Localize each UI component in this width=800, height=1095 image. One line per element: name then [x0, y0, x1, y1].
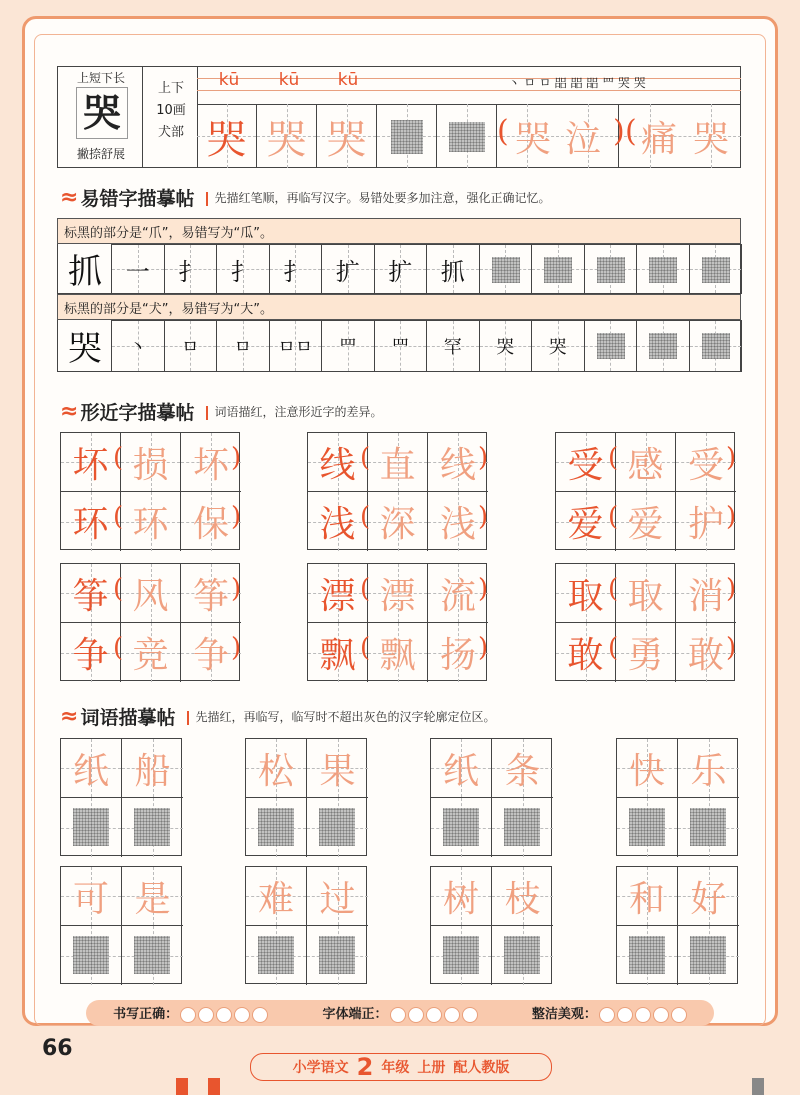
stroke-step: 罕 — [443, 337, 462, 358]
grid-cell — [307, 739, 368, 798]
outline-zone — [597, 257, 625, 283]
similar-char: 漂 — [379, 575, 416, 617]
outline-zone — [134, 808, 170, 846]
similar-char: 浅 — [439, 504, 476, 545]
similar-char: 筝 — [72, 575, 109, 617]
similar-char: 直 — [379, 444, 416, 486]
grid-cell — [122, 739, 183, 798]
paren-open: ( — [113, 502, 124, 532]
grid-cell — [122, 798, 183, 857]
outline-zone — [391, 120, 423, 154]
row2-main-char: 哭 — [68, 329, 102, 369]
similar-char-group — [307, 432, 487, 550]
outline-zone — [319, 936, 355, 974]
paren-open: ( — [360, 574, 371, 604]
word-box — [616, 866, 738, 984]
section1-title: ≈ 易错字描摹帖 先描红笔顺，再临写汉字。易错处要多加注意，强化正确记忆。 — [60, 185, 551, 210]
word-box — [60, 738, 182, 856]
grid-cell — [431, 926, 492, 985]
word-box — [616, 738, 738, 856]
outline-zone — [492, 257, 520, 283]
similar-char: 受 — [687, 444, 724, 486]
grid-cell — [616, 564, 676, 623]
grid-cell — [164, 244, 218, 294]
outline-zone — [504, 808, 540, 846]
similar-char: 爱 — [567, 504, 604, 545]
outline-zone — [629, 808, 665, 846]
grid-cell — [556, 492, 619, 551]
grid-cell — [426, 320, 480, 372]
grid-cell — [584, 320, 638, 372]
grid-cell — [556, 564, 619, 623]
paren-open: ( — [360, 633, 371, 663]
grid-cell — [308, 433, 371, 492]
stroke-step: 丶 — [128, 337, 147, 358]
grid-cell — [479, 244, 533, 294]
paren-open: ( — [608, 633, 619, 663]
edge-tab — [208, 1078, 220, 1095]
layout-label: 上下 — [157, 81, 184, 96]
grid-cell — [689, 320, 743, 372]
pinyin-1: kū — [218, 70, 240, 90]
paren-open: ( — [113, 574, 124, 604]
grid-cell — [531, 244, 585, 294]
grid-cell — [374, 320, 428, 372]
word-char: 纸 — [442, 750, 479, 792]
rating-bar — [86, 1000, 714, 1026]
grid-cell — [678, 739, 739, 798]
similar-char-group — [555, 432, 735, 550]
trace-char: 哭 — [266, 116, 307, 163]
similar-char: 线 — [319, 444, 356, 486]
wave-icon: ≈ — [60, 704, 75, 729]
paren-close: ) — [478, 633, 489, 663]
paren-close: ) — [231, 502, 242, 532]
grid-cell — [368, 492, 428, 551]
paren-close: ) — [231, 443, 242, 473]
similar-char: 勇 — [627, 635, 664, 676]
grid-cell — [678, 867, 739, 926]
word-box — [245, 866, 367, 984]
grid-cell — [616, 433, 676, 492]
page-number: 66 — [42, 1036, 73, 1061]
similar-char: 取 — [627, 575, 664, 617]
similar-char: 受 — [567, 444, 604, 486]
paren-open: ( — [608, 502, 619, 532]
word-char: 树 — [442, 878, 479, 920]
wave-icon: ≈ — [60, 399, 75, 424]
grid-cell — [531, 320, 585, 372]
grid-cell — [216, 320, 270, 372]
outline-zone — [690, 936, 726, 974]
stroke-step: 扩 — [388, 257, 413, 286]
grid-cell — [321, 244, 375, 294]
grid-cell — [492, 739, 553, 798]
paren-close: ) — [478, 574, 489, 604]
word-char: 船 — [134, 750, 171, 792]
outline-zone — [649, 333, 677, 359]
grid-cell — [216, 244, 270, 294]
rating-neat: 字体端正： — [322, 1003, 477, 1023]
grid-cell — [308, 564, 371, 623]
paren-open: ( — [360, 502, 371, 532]
grid-cell — [308, 492, 371, 551]
grid-cell — [678, 798, 739, 857]
word-box — [430, 738, 552, 856]
outline-zone — [73, 808, 109, 846]
grid-cell — [121, 492, 181, 551]
paren-open: ( — [113, 443, 124, 473]
grid-cell — [246, 926, 307, 985]
grid-cell — [111, 320, 165, 372]
outline-zone — [449, 122, 485, 152]
grid-cell — [61, 623, 124, 682]
grid-cell — [431, 739, 492, 798]
section2-title: ≈ 形近字描摹帖 词语描红，注意形近字的差异。 — [60, 399, 383, 424]
similar-char-group — [60, 432, 240, 550]
grid-cell — [492, 926, 553, 985]
similar-char: 飘 — [319, 635, 356, 676]
grid-cell — [636, 244, 690, 294]
grid-cell — [307, 867, 368, 926]
word-char: 是 — [134, 878, 171, 920]
wave-icon: ≈ — [60, 185, 75, 210]
section1-note-1: 标黑的部分是“爪”，易错写为“瓜”。 — [57, 218, 741, 244]
outline-zone — [258, 936, 294, 974]
stroke-step: 一 — [125, 257, 150, 286]
outline-zone — [443, 808, 479, 846]
grid-cell — [121, 623, 181, 682]
similar-char: 漂 — [319, 575, 356, 617]
similar-char: 消 — [687, 575, 724, 617]
grid-cell — [368, 433, 428, 492]
outline-zone — [702, 333, 730, 359]
pinyin-3: kū — [337, 70, 359, 90]
similar-char: 深 — [379, 504, 416, 545]
stroke-step: ㅁ — [234, 337, 252, 358]
outline-zone — [597, 333, 625, 359]
grid-cell — [307, 926, 368, 985]
paren-close: ) — [478, 443, 489, 473]
grid-cell — [321, 320, 375, 372]
word-char: 哭 — [514, 118, 551, 160]
grid-cell — [121, 564, 181, 623]
grid-cell — [617, 739, 678, 798]
word-char: 难 — [257, 878, 294, 920]
similar-char: 护 — [687, 504, 724, 545]
similar-char: 争 — [192, 635, 229, 676]
similar-char: 损 — [132, 444, 169, 486]
grid-cell — [556, 623, 619, 682]
trace-char: 哭 — [326, 116, 367, 163]
outline-zone — [504, 936, 540, 974]
grid-cell — [269, 320, 323, 372]
similar-char: 风 — [132, 575, 169, 617]
grid-cell — [111, 244, 165, 294]
stroke-step: 扌 — [178, 257, 203, 286]
word-char: 乐 — [690, 750, 727, 792]
grid-cell — [616, 623, 676, 682]
similar-char: 坏 — [72, 444, 109, 486]
stroke-step: 扌 — [230, 257, 255, 286]
paren-close: ) — [726, 633, 737, 663]
grid-cell — [308, 623, 371, 682]
paren-close: ) — [726, 574, 737, 604]
char-card — [57, 66, 143, 168]
grid-cell — [122, 926, 183, 985]
radical-label: 犬部 — [157, 125, 184, 140]
similar-char: 线 — [439, 444, 476, 486]
outline-zone — [73, 936, 109, 974]
similar-char: 扬 — [439, 635, 476, 676]
rating-correct: 书写正确： — [113, 1003, 268, 1023]
footer-badge: 小学语文 2 年级 上册 配人教版 — [250, 1053, 552, 1081]
word-char: 可 — [72, 878, 109, 920]
strokes-label: 10画 — [156, 103, 186, 118]
grid-cell — [636, 320, 690, 372]
similar-char: 飘 — [379, 635, 416, 676]
word-char: 果 — [319, 750, 356, 792]
paren-close: ) — [478, 502, 489, 532]
similar-char-group — [307, 563, 487, 681]
stroke-step: 哭 — [496, 337, 515, 358]
grid-cell — [556, 433, 619, 492]
similar-char-group — [555, 563, 735, 681]
grid-cell — [374, 244, 428, 294]
grid-cell — [61, 564, 124, 623]
edge-tab — [752, 1078, 764, 1095]
grid-cell — [426, 244, 480, 294]
stroke-step: 扌 — [283, 257, 308, 286]
word-char: 和 — [628, 878, 665, 920]
grid-cell — [431, 798, 492, 857]
similar-char: 敢 — [567, 635, 604, 676]
word-char: 痛 — [640, 118, 677, 160]
outline-zone — [649, 257, 677, 283]
grid-cell — [61, 433, 124, 492]
grid-cell — [307, 798, 368, 857]
grid-cell — [122, 867, 183, 926]
paren-close: ) — [231, 633, 242, 663]
word-char: 过 — [319, 878, 356, 920]
section3-title: ≈ 词语描摹帖 先描红，再临写，临写时不超出灰色的汉字轮廓定位区。 — [60, 704, 496, 729]
grid-cell — [61, 798, 122, 857]
similar-char: 争 — [72, 635, 109, 676]
paren-open: ( — [360, 443, 371, 473]
similar-char-group — [60, 563, 240, 681]
grid-cell — [164, 320, 218, 372]
word-char: 好 — [690, 878, 727, 920]
similar-char: 保 — [192, 504, 229, 545]
similar-char: 感 — [627, 444, 664, 486]
stroke-step: 扩 — [335, 257, 360, 286]
section1-note-2: 标黑的部分是“犬”，易错写为“大”。 — [57, 294, 741, 320]
word-char: 松 — [257, 750, 294, 792]
char-info — [146, 78, 196, 144]
grid-cell — [269, 244, 323, 294]
grid-cell — [246, 867, 307, 926]
similar-char: 坏 — [192, 444, 229, 486]
edge-tab — [176, 1078, 188, 1095]
word-char: 条 — [504, 750, 541, 792]
paren-close: ) — [726, 502, 737, 532]
similar-char: 环 — [72, 504, 109, 545]
word-box — [60, 866, 182, 984]
paren-close: ) — [231, 574, 242, 604]
grid-cell — [584, 244, 638, 294]
paren-close: ) — [726, 443, 737, 473]
grid-cell — [479, 320, 533, 372]
similar-char: 环 — [132, 504, 169, 545]
outline-zone — [134, 936, 170, 974]
paren-open: ( — [113, 633, 124, 663]
grid-cell — [61, 492, 124, 551]
grid-cell — [246, 739, 307, 798]
stroke-step: 罒 — [391, 337, 410, 358]
word-char: 哭 — [692, 118, 729, 160]
similar-char: 筝 — [192, 575, 229, 617]
pinyin-2: kū — [278, 70, 300, 90]
stroke-step: 罒 — [338, 337, 357, 358]
word-box — [245, 738, 367, 856]
word-box — [430, 866, 552, 984]
grid-cell — [678, 926, 739, 985]
outline-zone — [544, 257, 572, 283]
grid-cell — [617, 867, 678, 926]
grid-cell — [616, 492, 676, 551]
grid-cell — [617, 798, 678, 857]
stroke-step: 抓 — [440, 257, 465, 286]
grid-cell — [61, 926, 122, 985]
similar-char: 浅 — [319, 504, 356, 545]
similar-char: 取 — [567, 575, 604, 617]
word-char: 快 — [628, 750, 665, 792]
grid-cell — [689, 244, 743, 294]
stroke-order: 丶 ㅁ ㅁ 㗊 㗊 㗊 罒 哭 哭 — [508, 76, 646, 90]
grid-cell — [368, 564, 428, 623]
grid-cell — [61, 739, 122, 798]
grid-cell — [492, 867, 553, 926]
paren-open: ( — [608, 443, 619, 473]
stroke-step: ㅁ — [181, 337, 199, 358]
grid-cell — [492, 798, 553, 857]
grid-cell — [246, 798, 307, 857]
char-tip: 撇捺舒展 — [76, 147, 125, 161]
grid-cell — [121, 433, 181, 492]
char-main: 哭 — [76, 87, 128, 139]
header-trace-row: 哭 哭 哭 ( 哭 泣 ) ( 痛 哭 — [197, 104, 741, 168]
outline-zone — [258, 808, 294, 846]
similar-char: 敢 — [687, 635, 724, 676]
similar-char: 爱 — [627, 504, 664, 545]
outline-zone — [690, 808, 726, 846]
stroke-step: ㅁㅁ — [277, 337, 313, 358]
word-char: 泣 — [564, 118, 601, 160]
word-char: 纸 — [72, 750, 109, 792]
grid-cell — [431, 867, 492, 926]
char-structure: 上短下长 — [76, 71, 125, 85]
grid-cell — [61, 867, 122, 926]
rating-clean: 整洁美观： — [532, 1003, 687, 1023]
word-char: 枝 — [504, 878, 541, 920]
stroke-step: 哭 — [548, 337, 567, 358]
similar-char: 流 — [439, 575, 476, 617]
grid-cell — [368, 623, 428, 682]
outline-zone — [629, 936, 665, 974]
trace-char: 哭 — [206, 116, 247, 163]
outline-zone — [443, 936, 479, 974]
paren-open: ( — [608, 574, 619, 604]
row1-main-char: 抓 — [68, 252, 102, 292]
grid-cell — [617, 926, 678, 985]
outline-zone — [702, 257, 730, 283]
similar-char: 竞 — [132, 635, 169, 676]
outline-zone — [319, 808, 355, 846]
